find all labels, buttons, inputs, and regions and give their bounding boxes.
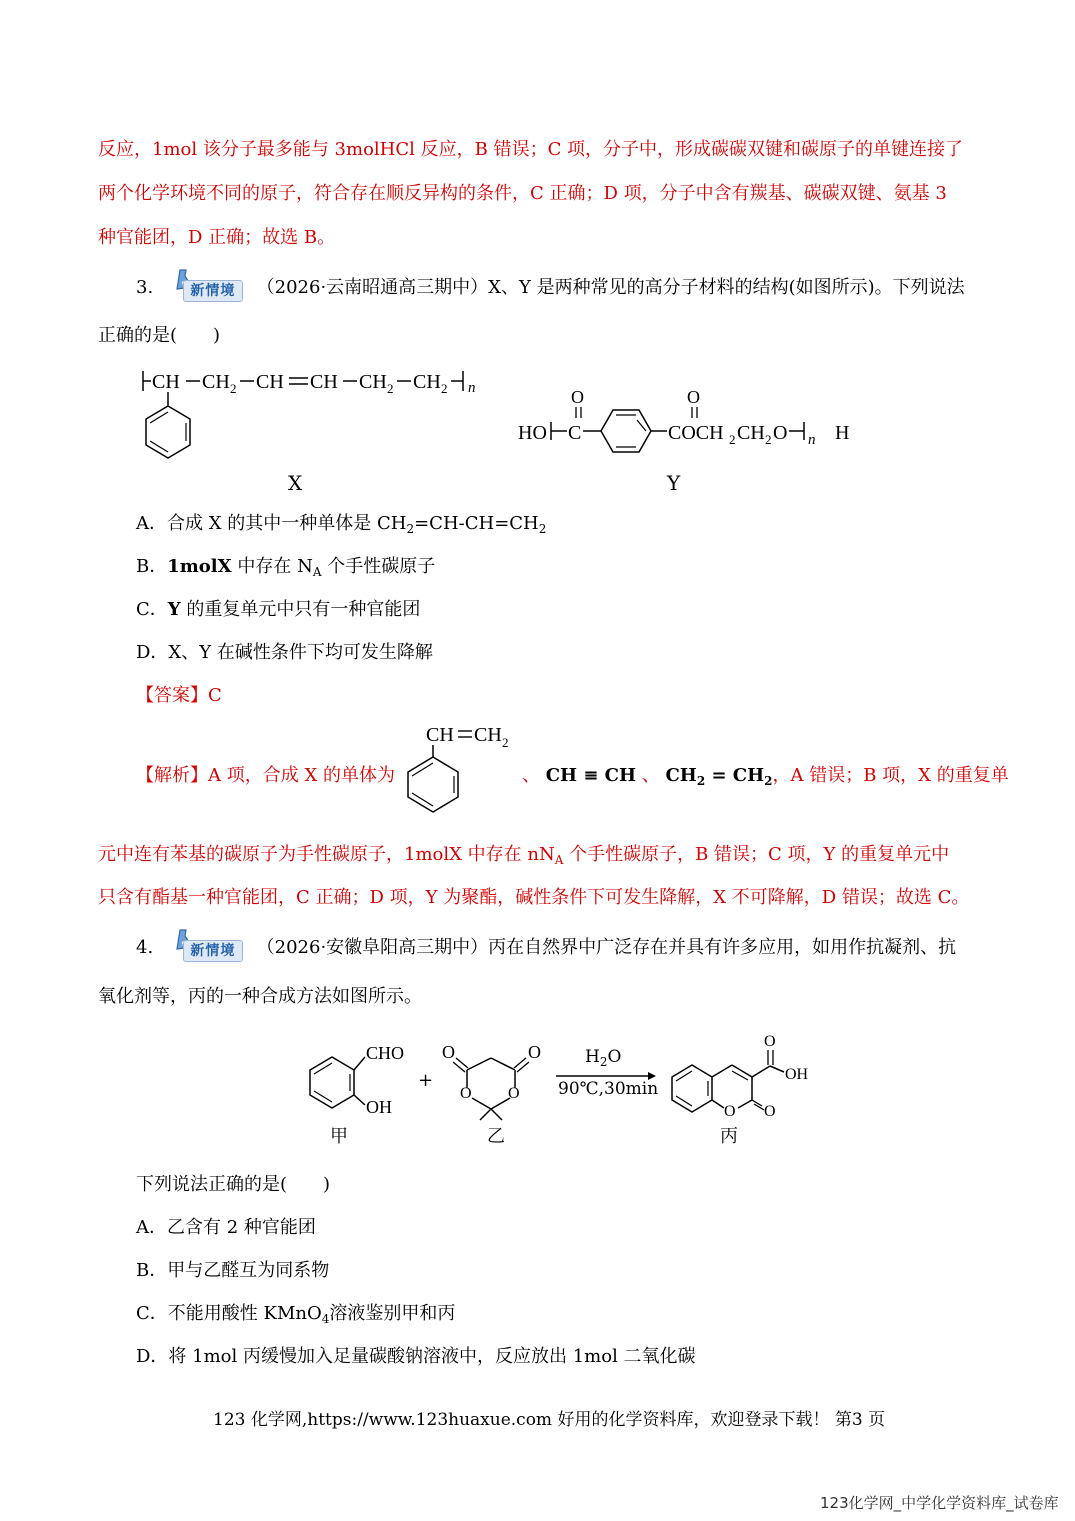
svg-text:O: O [442,1042,455,1062]
svg-text:CH: CH [310,371,338,393]
q4-option-b: B．甲与乙醛互为同系物 [136,1260,330,1281]
svg-text:O: O [764,1033,776,1050]
question-3-stem-text: （2026·云南昭通高三期中）X、Y 是两种常见的高分子材料的结构(如图所示)。下列说法 [256,277,965,298]
svg-text:C: C [568,422,582,444]
question-4-stem-text: （2026·安徽阜阳高三期中）丙在自然界中广泛存在并具有许多应用，如用作抗凝剂、抗 [256,937,957,958]
svg-text:2: 2 [387,381,394,396]
svg-text:CH: CH [737,422,765,444]
polymer-x-label: X [288,471,303,495]
watermark: 123化学网_中学化学资料库_试卷库 [820,1494,1059,1512]
prev-explanation-line-2: 两个化学环境不同的原子，符合存在顺反异构的条件，C 正确；D 项，分子中含有羰基、碳碳双键、氨基 3 [98,183,947,204]
styrene-structure [400,717,540,817]
svg-text:2: 2 [230,381,237,396]
prev-explanation-line-3: 种官能团，D 正确；故选 B。 [98,227,336,248]
q3-analysis-line-2: 元中连有苯基的碳原子为手性碳原子，1molX 中存在 $nN_A$ 个手性碳原子，B 错误；C 项，Y 的重复单元中 [98,844,950,867]
q4-question: 下列说法正确的是( ) [136,1174,331,1195]
compound-bing-label: 丙 [720,1126,738,1147]
q3-analysis-monomers: 、 CH ≡ CH 、 $CH_2 = CH_2$，A 错误；B 项，X 的重复单 [522,765,1009,788]
page-footer: 123 化学网,https://www.123huaxue.com 好用的化学资料库，欢迎登录下载！ 第3 页 [213,1410,886,1430]
question-3-stem-line-2: 正确的是( ) [98,325,221,346]
question-3-number: 3. [136,277,154,298]
q3-answer: 【答案】C [136,685,222,706]
question-4-stem-line-2: 氧化剂等，丙的一种合成方法如图所示。 [98,986,422,1007]
svg-text:HO: HO [518,422,547,444]
salicylaldehyde-structure [300,1035,415,1125]
q3-option-a: A．合成 X 的其中一种单体是 $CH_2=CH-CH=CH_2$ [136,513,547,536]
q3-analysis-line-1: 【解析】A 项，合成 X 的单体为 [136,765,395,786]
svg-text:CH: CH [413,371,441,393]
svg-text:CH: CH [426,724,454,746]
reaction-conditions: 90℃,30min [558,1079,659,1099]
svg-text:O: O [508,1085,520,1102]
svg-text:OH: OH [785,1066,809,1083]
svg-text:n: n [468,380,476,396]
svg-text:n: n [808,432,816,448]
question-3-stem [136,275,965,301]
q4-option-c: C．不能用酸性 KMnO$_4$溶液鉴别甲和丙 [136,1303,456,1326]
svg-text:O: O [528,1042,541,1062]
plus-sign: + [418,1070,434,1091]
question-4-stem [136,935,956,961]
reaction-reagent: $H_2O$ [585,1047,622,1069]
polymer-y-structure [515,382,860,472]
q3-option-d: D．X、Y 在碱性条件下均可发生降解 [136,642,433,663]
svg-text:O: O [687,387,700,407]
svg-text:O: O [764,1103,776,1120]
prev-explanation-line-1: 反应，1mol 该分子最多能与 3molHCl 反应，B 错误；C 项，分子中，形成碳碳双键和碳原子的单键连接了 [98,139,964,160]
q4-option-d: D．将 1mol 丙缓慢加入足量碳酸钠溶液中，反应放出 1mol 二氧化碳 [136,1346,696,1367]
svg-text:2: 2 [502,735,509,750]
q3-analysis-line-3: 只含有酯基一种官能团，C 正确；D 项，Y 为聚酯，碱性条件下可发生降解，X 不可降解，D 错误；故选 C。 [98,887,970,908]
svg-text:COCH: COCH [668,422,724,444]
svg-text:CH: CH [152,371,180,393]
compound-yi-label: 乙 [487,1126,505,1147]
svg-text:O: O [773,422,788,444]
polymer-y-label: Y [667,471,681,495]
svg-text:O: O [460,1085,472,1102]
svg-text:O: O [571,387,584,407]
new-context-badge: 新情境 [175,276,241,300]
svg-text:H: H [835,422,850,444]
svg-text:O: O [724,1103,736,1120]
meldrums-acid-structure [440,1036,550,1126]
svg-text:2: 2 [765,432,772,447]
svg-text:CH: CH [359,371,387,393]
q4-option-a: A．乙含有 2 种官能团 [136,1217,316,1238]
compound-jia-label: 甲 [330,1126,348,1147]
svg-text:OH: OH [366,1097,392,1117]
coumarin-acid-structure [662,1028,822,1128]
svg-text:2: 2 [729,432,736,447]
question-4-number: 4. [136,937,154,958]
q3-option-c: C．Y 的重复单元中只有一种官能团 [136,599,421,620]
svg-text:2: 2 [441,381,448,396]
q3-option-b: B．1molX 中存在 $N_A$ 个手性碳原子 [136,556,436,579]
new-context-badge: 新情境 [175,936,241,960]
polymer-x-structure [138,362,498,497]
svg-text:CH: CH [202,371,230,393]
svg-text:CHO: CHO [366,1043,405,1063]
svg-text:CH: CH [256,371,284,393]
svg-text:CH: CH [474,724,502,746]
